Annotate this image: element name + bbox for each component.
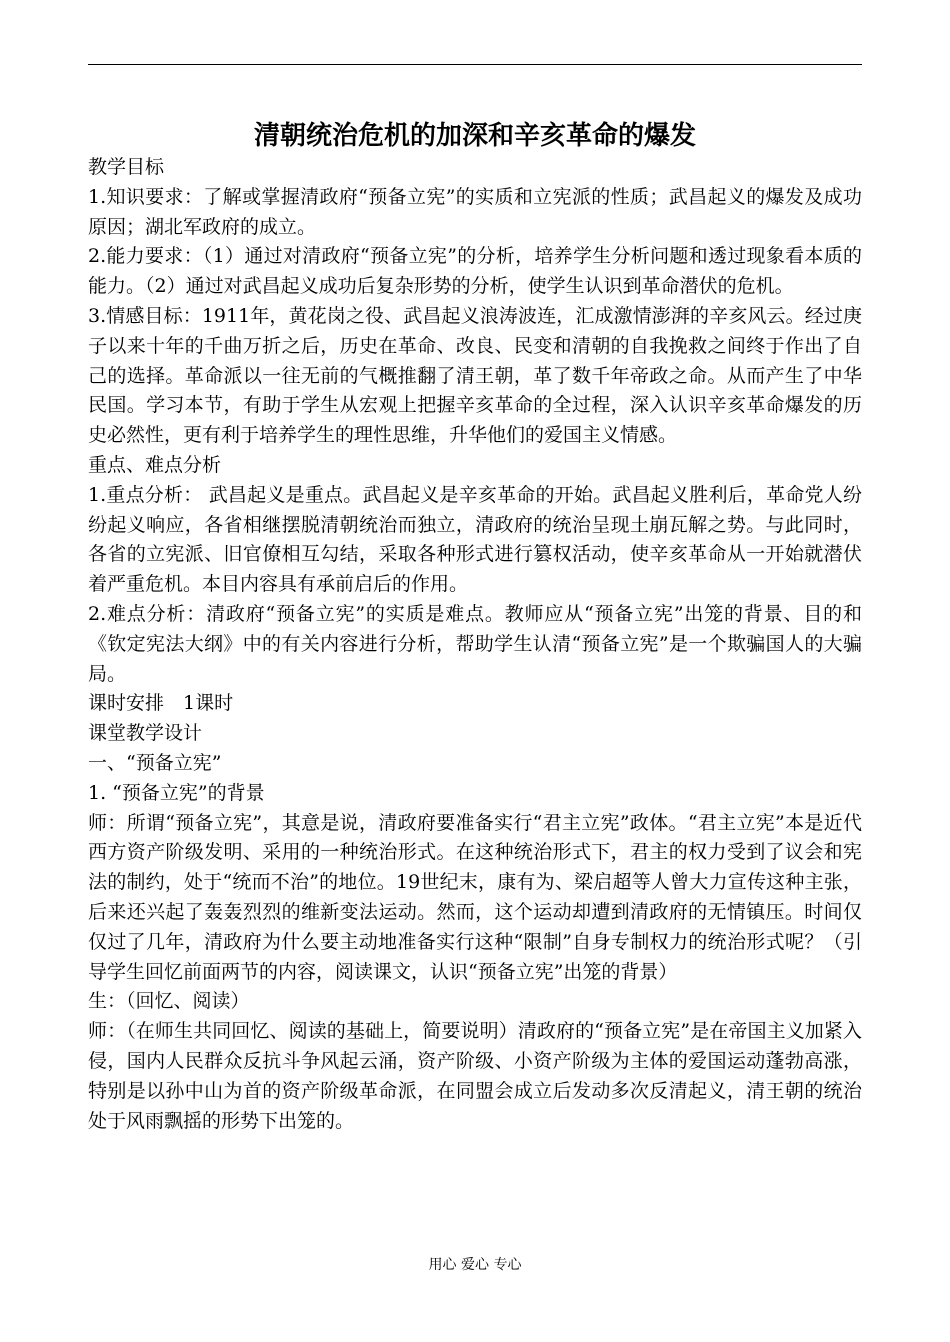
paragraph-emotional-goal: 3.情感目标：1911年，黄花岗之役、武昌起义浪涛波连，汇成激情澎湃的辛亥风云。经过庚子以来十年的千曲万折之后，历史在革命、改良、民变和清朝的自我挽救之间终于作出了自己的选择。革命派以一往无前的气概推翻了清王朝，革了数千年帝政之命。从而产生了中华民国。学习本节，有助于学生从宏观上把握辛亥革命的全过程，深入认识辛亥革命爆发的历史必然性，更有利于培养学生的理性思维，升华他们的爱国主义情感。 <box>88 304 862 447</box>
section-heading-lesson-design: 课堂教学设计 <box>88 722 203 745</box>
document-body <box>88 153 862 1136</box>
paragraph-difficult-point: 2.难点分析：清政府“预备立宪”的实质是难点。教师应从“预备立宪”出笼的背景、目的和《钦定宪法大纲》中的有关内容进行分析，帮助学生认清“预备立宪”是一个欺骗国人的大骗局。 <box>88 602 862 685</box>
section-heading-objectives: 教学目标 <box>88 156 165 178</box>
section-heading-key-points: 重点、难点分析 <box>88 453 222 476</box>
paragraph-teacher-summary: 师：（在师生共同回忆、阅读的基础上，简要说明）清政府的“预备立宪”是在帝国主义加紧入侵，国内人民群众反抗斗争风起云涌，资产阶级、小资产阶级为主体的爱国运动蓬勃高涨，特别是以孙中山为首的资产阶级革命派，在同盟会成立后发动多次反清起义，清王朝的统治处于风雨飘摇的形势下出笼的。 <box>88 1020 862 1132</box>
page-footer: 用心 爱心 专心 <box>428 1257 522 1273</box>
document-title: 清朝统治危机的加深和辛亥革命的爆发 <box>253 121 696 151</box>
paragraph-ability-requirement: 2.能力要求：（1）通过对清政府“预备立宪”的分析，培养学生分析问题和透过现象看本质的能力。（2）通过对武昌起义成功后复杂形势的分析，使学生认识到革命潜伏的危机。 <box>88 245 862 298</box>
subheading-background: 1. “预备立宪”的背景 <box>88 781 265 804</box>
paragraph-knowledge-requirement: 1.知识要求：了解或掌握清政府“预备立宪”的实质和立宪派的性质；武昌起义的爆发及成功原因；湖北军政府的成立。 <box>88 185 862 238</box>
paragraph-teacher-intro: 师：所谓“预备立宪”，其意是说，清政府要准备实行“君主立宪”政体。“君主立宪”本是近代西方资产阶级发明、采用的一种统治形式。在这种统治形式下，君主的权力受到了议会和宪法的制约，处于“统而不治”的地位。19世纪末，康有为、梁启超等人曾大力宣传这种主张，后来还兴起了轰轰烈烈的维新变法运动。然而，这个运动却遭到清政府的无情镇压。时间仅仅过了几年，清政府为什么要主动地准备实行这种“限制”自身专制权力的统治形式呢？（引导学生回忆前面两节的内容，阅读课文，认识“预备立宪”出笼的背景） <box>88 811 862 983</box>
header-rule <box>88 64 862 65</box>
paragraph-student-response: 生：（回忆、阅读） <box>88 990 250 1013</box>
paragraph-class-hours: 课时安排 1课时 <box>88 692 234 715</box>
paragraph-key-point: 1.重点分析： 武昌起义是重点。武昌起义是辛亥革命的开始。武昌起义胜利后，革命党人纷纷起义响应，各省相继摆脱清朝统治而独立，清政府的统治呈现土崩瓦解之势。与此同时，各省的立宪派、旧官僚相互勾结，采取各种形式进行篡权活动，使辛亥革命从一开始就潜伏着严重危机。本目内容具有承前启后的作用。 <box>88 483 862 596</box>
subheading-preparatory-constitution: 一、“预备立宪” <box>88 751 222 774</box>
